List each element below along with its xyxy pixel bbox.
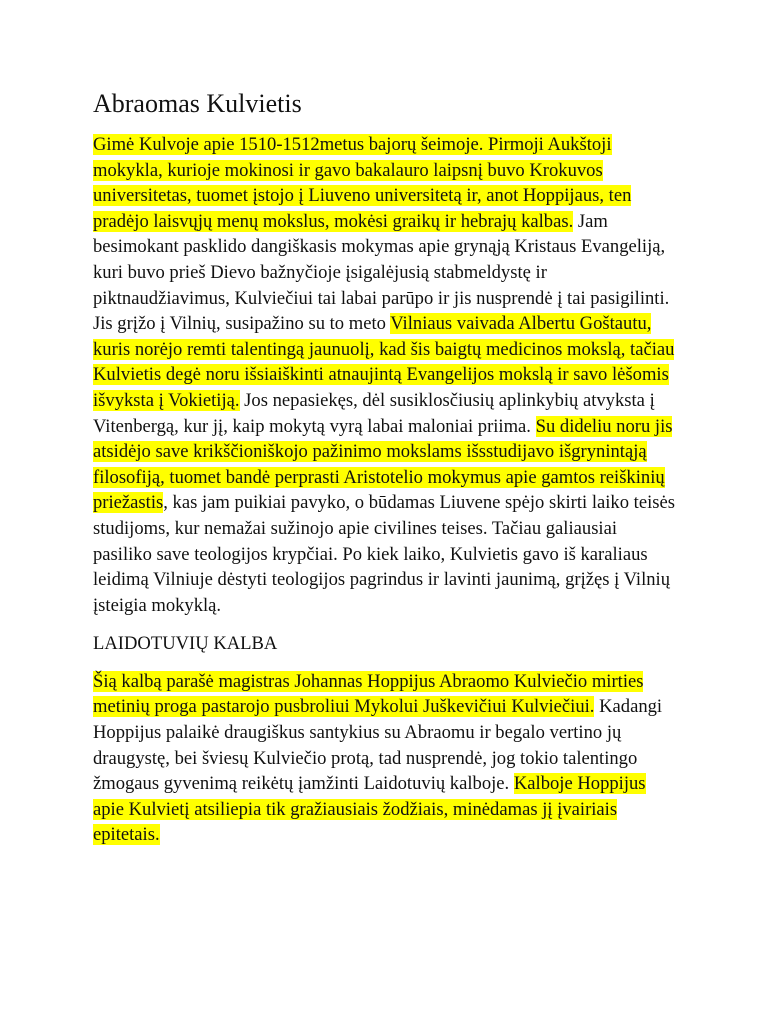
- highlighted-text: Šią kalbą parašė magistras Johannas Hoppijus Abraomo Kulviečio mirties metinių proga pastarojo pusbroliui Mykolui Juškevičiui Kulviečiui.: [93, 670, 644, 718]
- document-page: [93, 88, 678, 861]
- body-text: , kas jam puikiai pavyko, o būdamas Liuvene spėjo skirti laiko teisės studijoms, kur nemažai sužinojo apie civilines teises. Tačiau galiausiai pasiliko save teologijos krypčiai. Po kiek laiko, Kulvietis gavo iš karaliaus leidimą Vilniuje dėstyti teologijos pagrindus ir lavinti jaunimą, grįžęs į Vilnių įsteigia mokyklą.: [93, 492, 675, 616]
- highlighted-text: Su dideliu noru jis atsidėjo save krikščioniškojo pažinimo mokslams išsstudijavo išgrynintąją filosofiją, tuomet bandė perprasti Aristotelio mokymus apie gamtos reiškinių priežastis: [93, 415, 673, 514]
- document-title: Abraomas Kulvietis: [93, 89, 302, 118]
- body-text: Jam besimokant pasklido dangiškasis mokymas apie grynąją Kristaus Evangeliją, kuri buvo prieš Dievo bažnyčioje įsigalėjusią stabmeldystę ir piktnaudžiavimus, Kulviečiui tai labai parūpo ir jis nusprendė į tai pasigilinti. Jis grįžo į Vilnių, susipažino su to meto: [93, 210, 670, 335]
- body-text: Kadangi Hoppijus palaikė draugiškus santykius su Abraomu ir begalo vertino jų draugystę, bei šviesų Kulviečio protą, tad nusprendė, jog tokio talentingo žmogaus gyvenimą reikėtų įamžinti Laidotuvių kalboje.: [93, 696, 663, 795]
- highlighted-text: Vilniaus vaivada Albertu Goštautu, kuris norėjo remti talentingą jaunuolį, kad šis baigtų medicinos mokslą, tačiau Kulvietis degė noru išsiaiškinti atnaujintą Evangelijos mokslą ir savo lėšomis išvyksta į Vokietiją.: [93, 313, 675, 411]
- highlighted-text: Kalboje Hoppijus apie Kulvietį atsiliepia tik gražiausiais žodžiais, minėdamas jį įvairiais epitetais.: [93, 773, 646, 846]
- section-heading: LAIDOTUVIŲ KALBA: [93, 633, 278, 655]
- body-text: Jos nepasiekęs, dėl susiklosčiusių aplinkybių atvyksta į Vitenbergą, kur jį, kaip mokytą vyrą labai maloniai priima.: [93, 389, 655, 437]
- biography-paragraph: [93, 132, 678, 618]
- highlighted-text: Gimė Kulvoje apie 1510-1512metus bajorų šeimoje. Pirmoji Aukštoji mokykla, kurioje mokinosi ir gavo bakalauro laipsnį buvo Krokuvos universitetas, tuomet įstojo į Liuveno universitetą ir, anot Hoppijaus, ten pradėjo laisvųjų menų mokslus, mokėsi graikų ir hebrajų kalbas.: [93, 134, 632, 232]
- speech-paragraph: [93, 669, 678, 848]
